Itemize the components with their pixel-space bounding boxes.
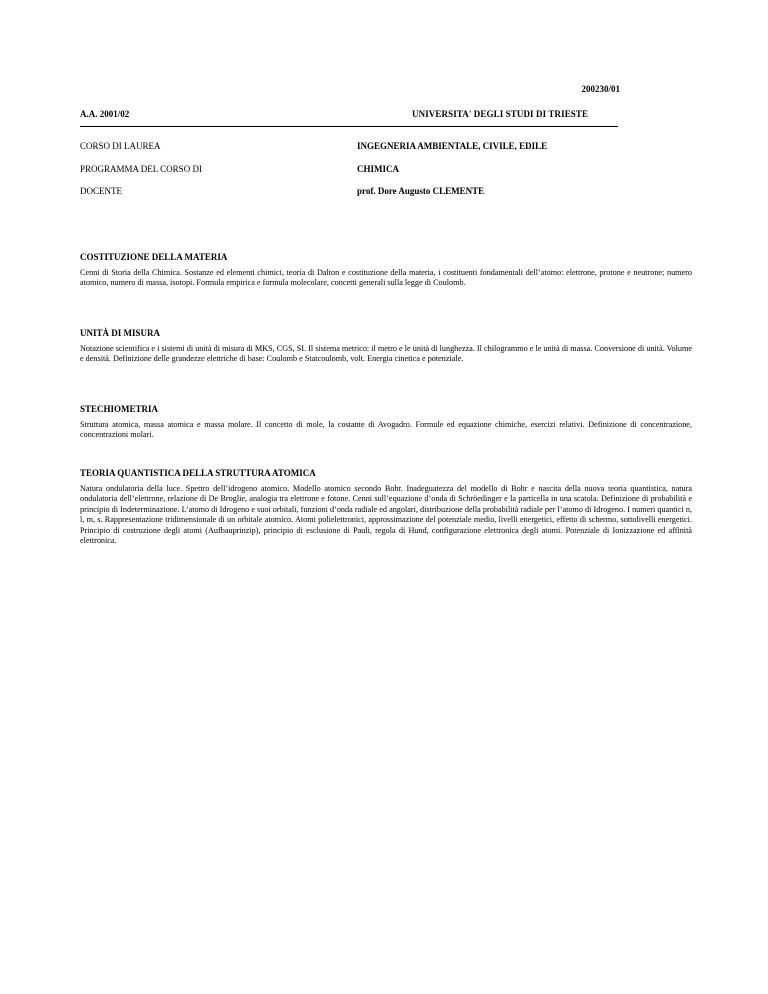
- section-body: Natura ondulatoria della luce. Spettro dell’idrogeno atomico. Modello atomico secondo Bohr. Inadeguatezza del modello di Bohr e nascita della nuova teoria quantistica, natura ondulatoria dell’elettrone, relazione di De Broglie, analogia tra elettrone e fotone. Cenni sull’equazione d’onda di Schröedinger e la particella in una scatola. Definizione di probabilità e principio di Indeterminazione. L’atomo di Idrogeno e suoi orbitali, funzioni d’onda radiale ed angolari, distribuzione della probabilità radiale per l’atomo di Idrogeno. I numeri quantici n, l, m, s. Rappresentazione tridimensionale di un orbitale atomico. Atomi polielettronici, approssimazione del potenziale medio, livelli energetici, effetto di schermo, sottolivelli energetici. Principio di costruzione degli atomi (Aufbauprinzip), principio di esclusione di Pauli, regola di Hund, configurazione elettronica degli atomi. Potenziale di Ionizzazione ed affinità elettronica.: [80, 484, 692, 546]
- document-code: 200230/01: [581, 84, 620, 94]
- header-divider: [80, 126, 618, 127]
- section-title: STECHIOMETRIA: [80, 404, 159, 414]
- academic-year: A.A. 2001/02: [80, 109, 130, 119]
- programma-value: CHIMICA: [357, 164, 399, 174]
- section-title: TEORIA QUANTISTICA DELLA STRUTTURA ATOMICA: [80, 468, 316, 478]
- section-costituzione: [80, 252, 692, 289]
- section-body: Cenni di Storia della Chimica. Sostanze ed elementi chimici, teoria di Dalton e costituzione della materia, i costituenti fondamentali dell’atomo: elettrone, protone e neutrone; numero atomico, numero di massa, isotopi. Formula empirica e formula molecolare, concetti generali sulla legge di Coulomb.: [80, 268, 692, 288]
- section-body: Struttura atomica, massa atomica e massa molare. Il concetto di mole, la costante di Avogadro. Formule ed equazione chimiche, esercizi relativi. Definizione di concentrazione, concentrazioni molari.: [80, 420, 692, 440]
- section-unita-misura: [80, 328, 692, 365]
- programma-label: PROGRAMMA DEL CORSO DI: [80, 164, 202, 174]
- section-stechiometria: [80, 404, 692, 441]
- corso-value: INGEGNERIA AMBIENTALE, CIVILE, EDILE: [357, 141, 548, 151]
- section-title: COSTITUZIONE DELLA MATERIA: [80, 252, 228, 262]
- corso-label: CORSO DI LAUREA: [80, 141, 161, 151]
- section-title: UNITÀ DI MISURA: [80, 328, 161, 338]
- docente-label: DOCENTE: [80, 186, 122, 196]
- docente-value: prof. Dore Augusto CLEMENTE: [357, 186, 485, 196]
- section-body: Notazione scientifica e i sistemi di unità di misura di MKS, CGS, SI. Il sistema metrico: il metro e le unità di lunghezza. Il chilogrammo e le unità di massa. Conversione di unità. Volume e densità. Definizione delle grandezze elettriche di base: Coulomb e Statcoulomb, volt. Energia cinetica e potenziale.: [80, 344, 692, 364]
- section-teoria-quantistica: [80, 468, 692, 546]
- university-name: UNIVERSITA' DEGLI STUDI DI TRIESTE: [412, 109, 589, 119]
